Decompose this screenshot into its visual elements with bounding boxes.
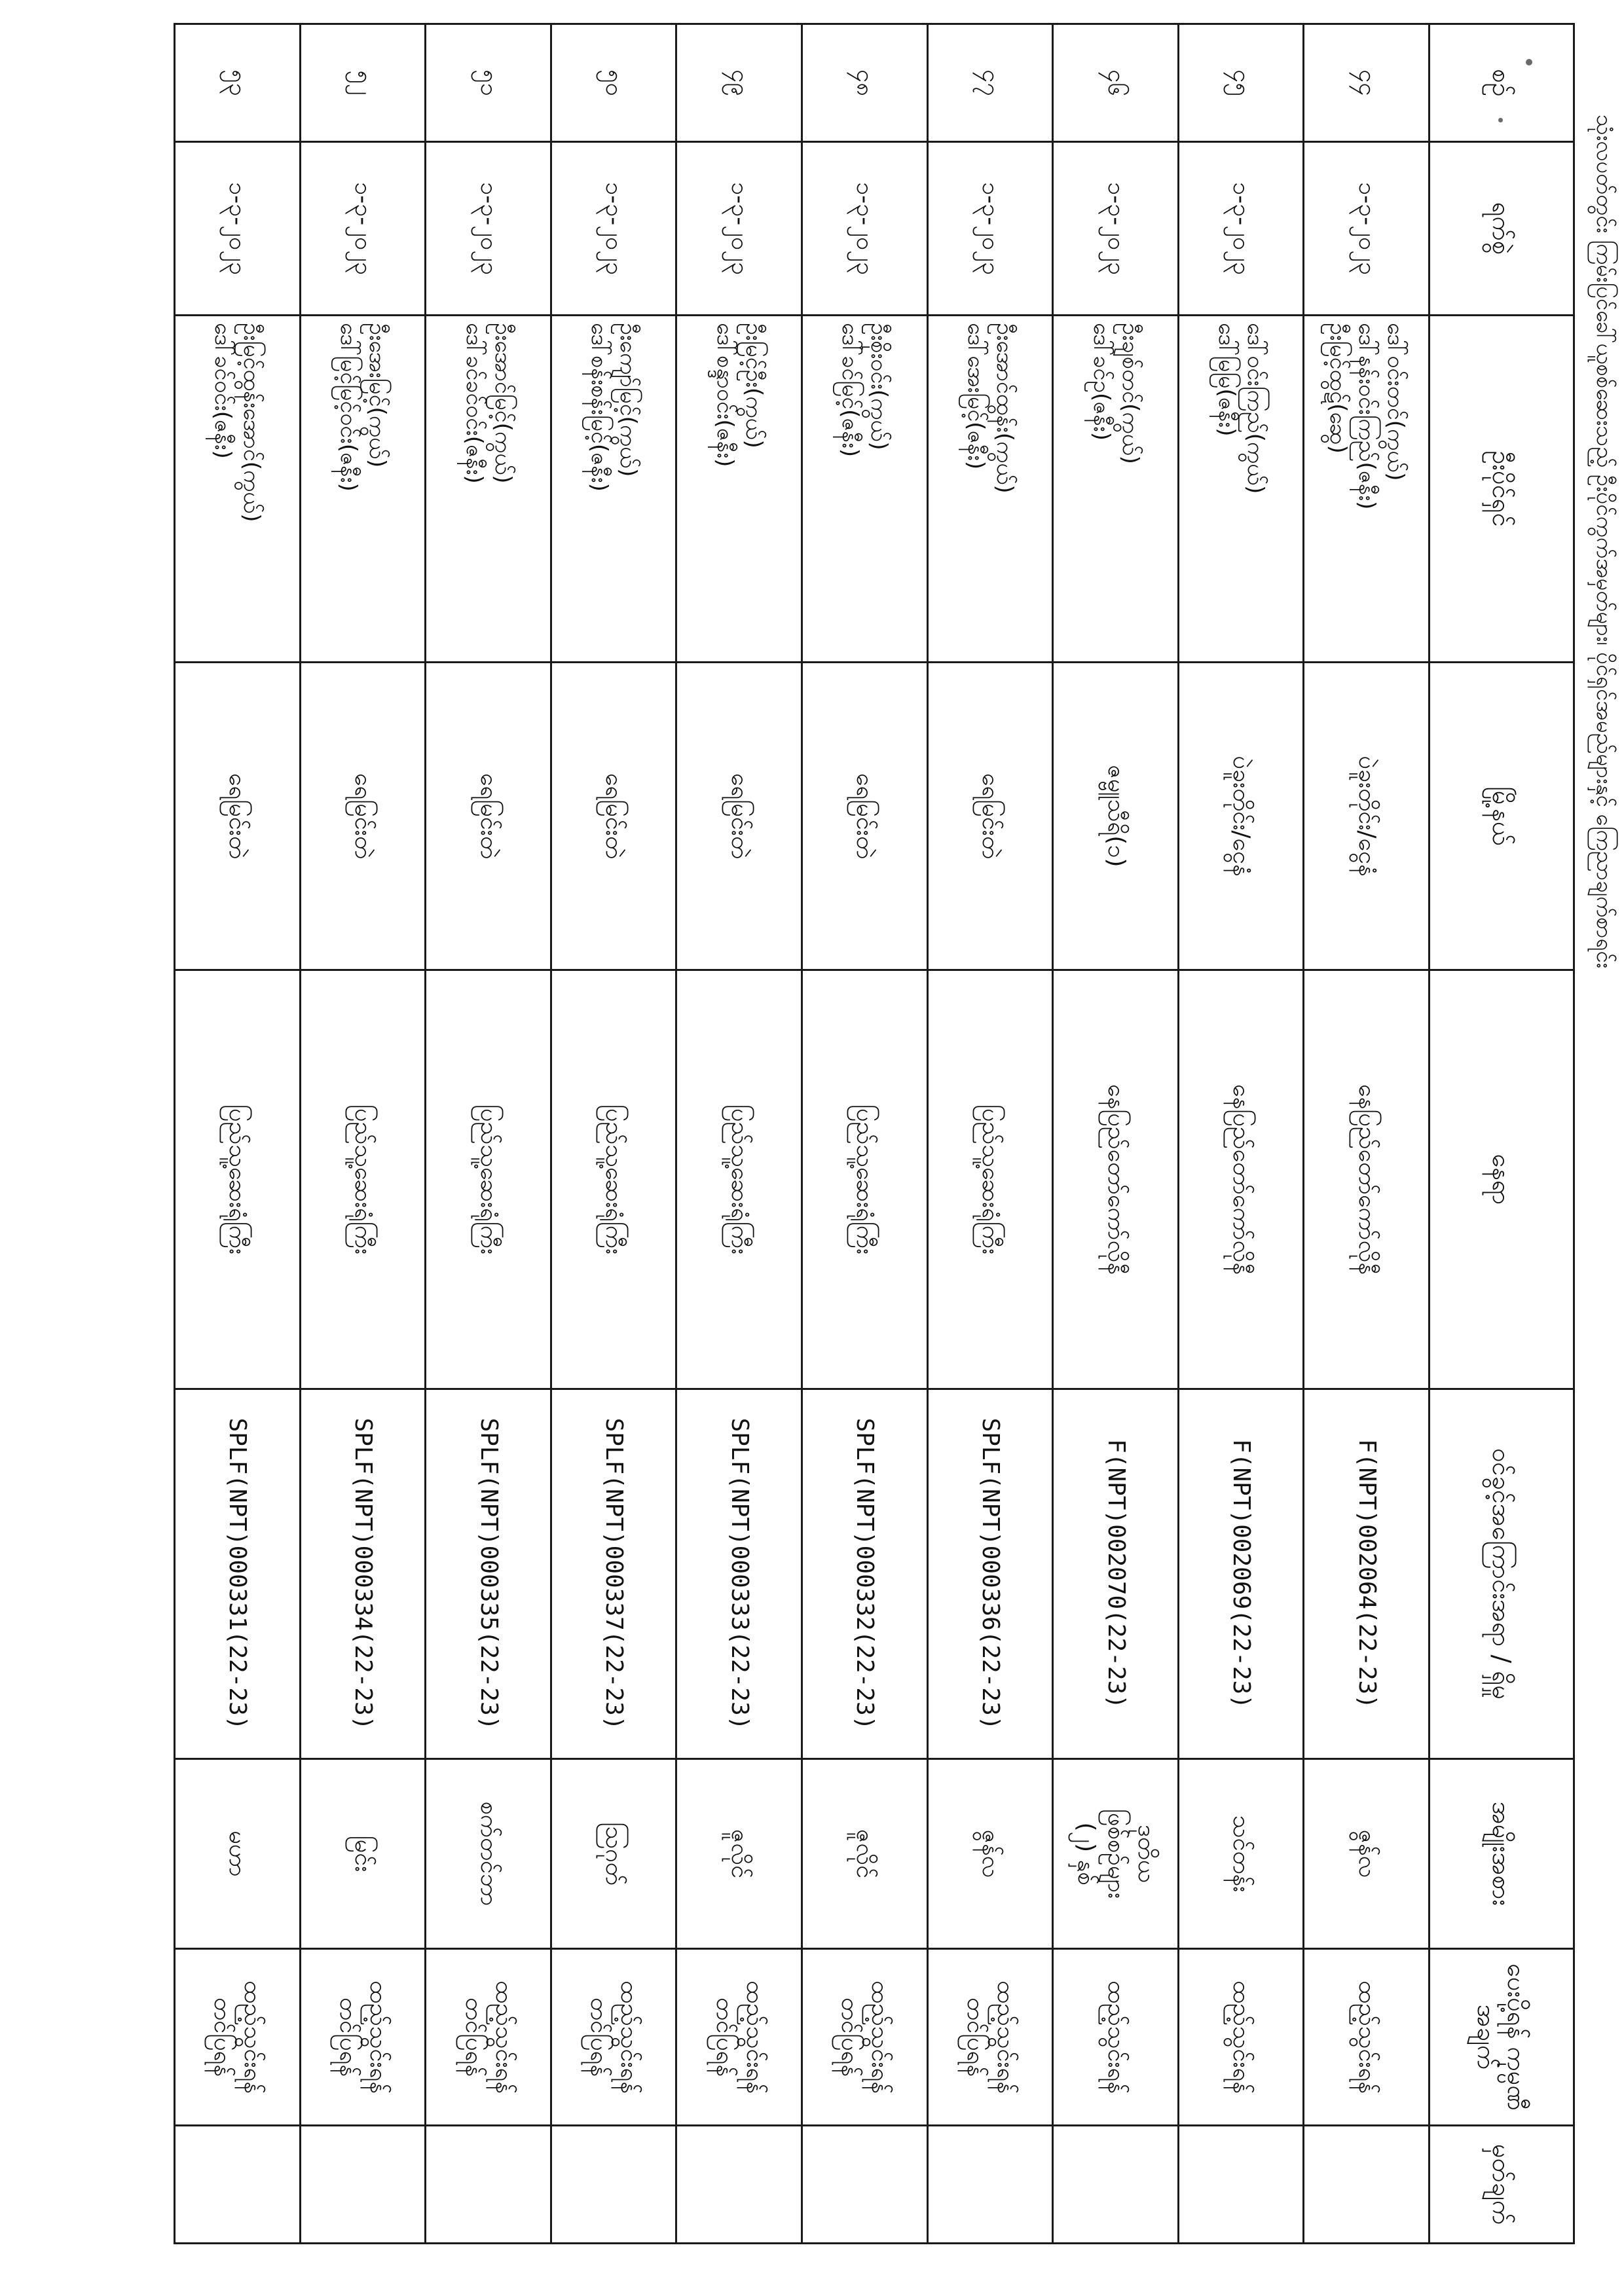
table-row [676, 24, 802, 2244]
cell-reference: F(NPT)002069(22-23) [1178, 1389, 1304, 1759]
cell-name: ဒေါ်ဝင်းကြည်(ကွယ်) ဒေါ်မြမြ(ဇနီး) [1178, 316, 1304, 663]
cell-township: ရေမြင်းတဲ [676, 663, 802, 970]
cell-name: ဦးအောင်ထွန်း(ကွယ်) ဒေါ်အေးမြင့်(ဇနီး) [927, 316, 1053, 663]
cell-place: နေပြည်တော်ကော်လိုနီ [1053, 970, 1179, 1389]
table-header-row [1430, 24, 1574, 2244]
cell-date: ၁-၃-၂၀၂၃ [927, 142, 1053, 316]
ink-dot [1498, 118, 1503, 122]
cell-reference: SPLF(NPT)000335(22-23) [426, 1389, 551, 1759]
cell-township: ရေမြင်းတဲ [300, 663, 426, 970]
cell-remark [1304, 2126, 1430, 2244]
cell-township: ရေမြင်းတဲ [551, 663, 676, 970]
ink-dot [1526, 59, 1532, 65]
cell-township: ရေမြင်းတဲ [426, 663, 551, 970]
cell-name: ဦးအေးမြင့်(ကွယ်) ဒေါ်မြင့်မြင့်ဝင်း(ဇနီး) [300, 316, 426, 663]
cell-no: ၅၀ [551, 24, 676, 142]
header-category: အမျိုးအစား [1430, 1759, 1574, 1949]
cell-place: ပြည်သူ့ဆေးရုံကြီး [426, 970, 551, 1389]
cell-company: ထည့်သွင်းရန် တင်ပြရန် [300, 1949, 426, 2126]
table-row [802, 24, 928, 2244]
table-row [1178, 24, 1304, 2244]
header-company: ပေးပို့ရန် ကုမ္ပဏီ အချက် [1430, 1949, 1574, 2126]
cell-company: ထည့်သွင်းရန် တင်ပြရန် [551, 1949, 676, 2126]
cell-company: ထည့်သွင်းရန် [1053, 1949, 1179, 2126]
cell-company: ထည့်သွင်းရန် တင်ပြရန် [426, 1949, 551, 2126]
cell-remark [1053, 2126, 1179, 2244]
cell-company: ထည့်သွင်းရန် [1304, 1949, 1430, 2126]
header-place: နေရာ [1430, 970, 1574, 1389]
cell-place: နေပြည်တော်ကော်လိုနီ [1304, 970, 1430, 1389]
cell-date: ၁-၃-၂၀၂၃ [426, 142, 551, 316]
cell-reference: F(NPT)002064(22-23) [1304, 1389, 1430, 1759]
cell-no: ၄၆ [1053, 24, 1179, 142]
cell-no: ၄၇ [927, 24, 1053, 142]
cell-no: ၄၉ [676, 24, 802, 142]
header-reference: ဝင်ခွင့်အကြောင်းအရာ / ရှိမှု [1430, 1389, 1574, 1759]
cell-no: ၄၄ [1304, 24, 1430, 142]
table-row [551, 24, 676, 2244]
cell-place: ပြည်သူ့ဆေးရုံကြီး [676, 970, 802, 1389]
cell-date: ၁-၃-၂၀၂၃ [1053, 142, 1179, 316]
table-row [1053, 24, 1179, 2244]
cell-category: ဇူလိုင် [676, 1759, 802, 1949]
cell-company: ထည့်သွင်းရန် [1178, 1949, 1304, 2126]
cell-date: ၁-၃-၂၀၂၃ [551, 142, 676, 316]
cell-reference: F(NPT)002070(22-23) [1053, 1389, 1179, 1759]
table-row [927, 24, 1053, 2244]
header-date: ရက်စွဲ [1430, 142, 1574, 316]
cell-place: ပြည်သူ့ဆေးရုံကြီး [175, 970, 301, 1389]
cell-reference: SPLF(NPT)000333(22-23) [676, 1389, 802, 1759]
cell-place: ပြည်သူ့ဆေးရုံကြီး [927, 970, 1053, 1389]
cell-date: ၁-၃-၂၀၂၃ [300, 142, 426, 316]
cell-company: ထည့်သွင်းရန် တင်ပြရန် [927, 1949, 1053, 2126]
records-table [174, 23, 1575, 2244]
cell-category: စက်တင်ဘာ [426, 1759, 551, 1949]
cell-place: နေပြည်တော်ကော်လိုနီ [1178, 970, 1304, 1389]
cell-remark [1178, 2126, 1304, 2244]
table-row [300, 24, 426, 2244]
cell-reference: SPLF(NPT)000332(22-23) [802, 1389, 928, 1759]
cell-no: ၅၃ [175, 24, 301, 142]
cell-place: ပြည်သူ့ဆေးရုံကြီး [551, 970, 676, 1389]
header-no: စဉ် [1430, 24, 1574, 142]
cell-company: ထည့်သွင်းရန် တင်ပြရန် [802, 1949, 928, 2126]
header-township: မြို့နယ် [1430, 663, 1574, 970]
table-row [1304, 24, 1430, 2244]
table-row [175, 24, 301, 2244]
cell-company: ထည့်သွင်းရန် တင်ပြရန် [175, 1949, 301, 2126]
cell-township: ရေမြင်းတဲ [927, 663, 1053, 970]
cell-category: မြင်း [300, 1759, 426, 1949]
cell-reference: SPLF(NPT)000331(22-23) [175, 1389, 301, 1759]
cell-township: ပဲခူးတိုင်း/ငွေနံ [1304, 663, 1430, 970]
page-title: သုံးလပတ်တွင်း ကြမ်းပြင်ခေါ်ယူစစ်ဆေးသည့် ဦးပိုင်ကွက်အမှတ်များ၊ ပိုင်ရှင်အမည်များနှင့် ကြေညာချက်စာရင်း [1592, 115, 1617, 969]
cell-remark [300, 2126, 426, 2244]
cell-category: ဇွန်လ [927, 1759, 1053, 1949]
cell-name: ဦးစိုးဝင်း(ကွယ်) ဒေါ်ခင်မြင့်(ဇနီး) [802, 316, 928, 663]
cell-reference: SPLF(NPT)000336(22-23) [927, 1389, 1053, 1759]
cell-name: ဦးချစ်တင်(ကွယ်) ဒေါ်ခင်ဥ(ဇနီး) [1053, 316, 1179, 663]
cell-place: ပြည်သူ့ဆေးရုံကြီး [300, 970, 426, 1389]
cell-reference: SPLF(NPT)000337(22-23) [551, 1389, 676, 1759]
cell-remark [175, 2126, 301, 2244]
cell-reference: SPLF(NPT)000334(22-23) [300, 1389, 426, 1759]
cell-no: ၄၈ [802, 24, 928, 142]
cell-no: ၅၂ [300, 24, 426, 142]
cell-category: ဒုတိယ ဖြစ်စဉ်များ (၂) နှစ် [1053, 1759, 1179, 1949]
cell-date: ၁-၃-၂၀၂၃ [1178, 142, 1304, 316]
cell-remark [676, 2126, 802, 2244]
cell-name: ဦးမြင့်ဦး(ကွယ်) ဒေါ်စန္ဒာဝင်း(ဇနီး) [676, 316, 802, 663]
cell-category: ဇွန်လ [1304, 1759, 1430, 1949]
cell-category: ဩဂုတ် [551, 1759, 676, 1949]
cell-date: ၁-၃-၂၀၂၃ [676, 142, 802, 316]
cell-name: ဦးကျော်မြင့်(ကွယ်) ဒေါ်စန်းစန်းမြင့်(ဇနီး) [551, 316, 676, 663]
cell-township: ဇမ္ဗူသီရိ(၁) [1053, 663, 1179, 970]
cell-date: ၁-၃-၂၀၂၃ [802, 142, 928, 316]
cell-remark [802, 2126, 928, 2244]
cell-no: ၅၁ [426, 24, 551, 142]
cell-place: ပြည်သူ့ဆေးရုံကြီး [802, 970, 928, 1389]
cell-remark [426, 2126, 551, 2244]
cell-township: ရေမြင်းတဲ [802, 663, 928, 970]
cell-name: ဒေါ်ဝင်းတင်(ကွယ်) ဒေါ်နန်းဝင်းကြည်(ဇနီး) ဦးမြင့်ထွဋ်(ဆွေ) [1304, 316, 1430, 663]
cell-remark [551, 2126, 676, 2244]
cell-remark [927, 2126, 1053, 2244]
cell-township: ရေမြင်းတဲ [175, 663, 301, 970]
cell-company: ထည့်သွင်းရန် တင်ပြရန် [676, 1949, 802, 2126]
cell-township: ပဲခူးတိုင်း/ငွေနံ [1178, 663, 1304, 970]
cell-date: ၁-၃-၂၀၂၃ [175, 142, 301, 316]
cell-date: ၁-၃-၂၀၂၃ [1304, 142, 1430, 316]
cell-name: ဦးအောင်မြင့်(ကွယ်) ဒေါ်ခင်ခင်ဝင်း(ဇနီး) [426, 316, 551, 663]
cell-category: မဟာ [175, 1759, 301, 1949]
cell-name: ဦးမြင့်ထွန်းအောင်(ကွယ်) ဒေါ်ခင်ဝင်း(ဇနီး) [175, 316, 301, 663]
cell-category: ဇူလိုင် [802, 1759, 928, 1949]
table-body [175, 24, 1430, 2244]
header-name: ဦးပိုင်ရှင် [1430, 316, 1574, 663]
header-remark: မှတ်ချက် [1430, 2126, 1574, 2244]
cell-category: သင်တန်း [1178, 1759, 1304, 1949]
cell-no: ၄၅ [1178, 24, 1304, 142]
table-row [426, 24, 551, 2244]
